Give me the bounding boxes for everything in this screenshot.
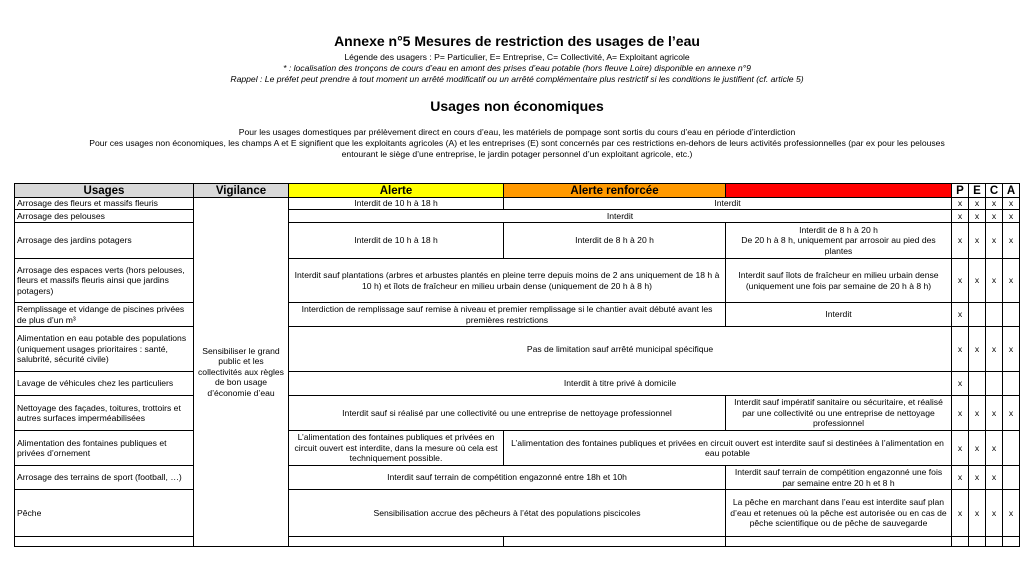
p-mark: x	[952, 396, 969, 431]
e-mark: x	[969, 466, 986, 490]
table-row	[15, 466, 1020, 490]
p-mark: x	[952, 303, 969, 327]
document-title: Annexe n°5 Mesures de restriction des usages de l’eau	[334, 33, 700, 49]
usage-cell: Nettoyage des façades, toitures, trottoirs et autres surfaces imperméabilisées	[15, 396, 194, 431]
table-row	[15, 327, 1020, 372]
crise-cell: Interdit sauf îlots de fraîcheur en milieu urbain dense (uniquement une fois par semaine de 20 h à 8 h)	[726, 259, 952, 303]
c-mark: x	[986, 210, 1003, 223]
table-row	[15, 372, 1020, 396]
p-mark: x	[952, 466, 969, 490]
usage-cell: Arrosage des terrains de sport (football, …)	[15, 466, 194, 490]
empty-cell	[726, 537, 952, 547]
table-row	[15, 303, 1020, 327]
all-levels-cell: Interdit à titre privé à domicile	[289, 372, 952, 396]
e-mark	[969, 372, 986, 396]
usage-cell: Pêche	[15, 490, 194, 537]
p-mark: x	[952, 431, 969, 466]
alerte-renf-cell: Interdit sauf si réalisé par une collectivité ou une entreprise de nettoyage professionnel	[289, 396, 726, 431]
renf-crise-cell: L’alimentation des fontaines publiques et privées en circuit ouvert est interdite sauf si destinées à l’alimentation en eau potable	[504, 431, 952, 466]
renforcee-cell: Interdit de 8 h à 20 h	[504, 223, 726, 259]
vigilance-cell: Sensibiliser le grand public et les collectivités aux règles de bon usage d’économie d’eau	[194, 198, 289, 547]
empty-cell	[504, 537, 726, 547]
c-mark: x	[986, 259, 1003, 303]
empty-cell	[986, 537, 1003, 547]
alerte-cell: Interdit de 10 h à 18 h	[289, 223, 504, 259]
table-row	[15, 431, 1020, 466]
reminder-note: Rappel : Le préfet peut prendre à tout moment un arrêté modificatif ou un arrêté complémentaire plus restrictif si les conditions le justifient (cf. article 5)	[230, 74, 804, 84]
p-mark: x	[952, 259, 969, 303]
c-mark: x	[986, 327, 1003, 372]
a-mark	[1003, 372, 1020, 396]
header-c: C	[986, 184, 1003, 198]
alerte-renf-cell: Interdit sauf terrain de compétition engazonné entre 18h et 10h	[289, 466, 726, 490]
empty-cell	[15, 537, 194, 547]
table-row	[15, 210, 1020, 223]
usage-cell: Arrosage des pelouses	[15, 210, 194, 223]
a-mark	[1003, 431, 1020, 466]
usage-cell: Arrosage des fleurs et massifs fleuris	[15, 198, 194, 210]
header-e: E	[969, 184, 986, 198]
table-row	[15, 198, 1020, 210]
empty-cell	[1003, 537, 1020, 547]
c-mark	[986, 372, 1003, 396]
table-header-row	[15, 184, 1020, 198]
crise-cell: Interdit de 8 h à 20 h De 20 h à 8 h, uniquement par arrosoir au pied des plantes	[726, 223, 952, 259]
e-mark: x	[969, 259, 986, 303]
location-note: * : localisation des tronçons de cours d’eau en amont des prises d’eau potable (hors fleuve Loire) disponible en annexe n°9	[283, 63, 751, 73]
a-mark: x	[1003, 327, 1020, 372]
e-mark: x	[969, 223, 986, 259]
alerte-renf-cell: Sensibilisation accrue des pêcheurs à l’état des populations piscicoles	[289, 490, 726, 537]
header-crise: Crise	[726, 184, 952, 198]
p-mark: x	[952, 210, 969, 223]
c-mark: x	[986, 198, 1003, 210]
usage-cell: Arrosage des espaces verts (hors pelouses, fleurs et massifs fleuris ainsi que jardins potagers)	[15, 259, 194, 303]
e-mark: x	[969, 431, 986, 466]
c-mark: x	[986, 431, 1003, 466]
table-row	[15, 490, 1020, 537]
empty-row	[15, 537, 1020, 547]
section-title: Usages non économiques	[430, 98, 604, 114]
e-mark: x	[969, 490, 986, 537]
crise-cell: Interdit sauf impératif sanitaire ou sécuritaire, et réalisé par une collectivité ou une entreprise de nettoyage professionnel	[726, 396, 952, 431]
a-mark: x	[1003, 396, 1020, 431]
e-mark: x	[969, 210, 986, 223]
crise-cell: Interdit sauf terrain de compétition engazonné une fois par semaine entre 20 h et 8 h	[726, 466, 952, 490]
table-row	[15, 259, 1020, 303]
table-row	[15, 396, 1020, 431]
header-vigilance: Vigilance	[194, 184, 289, 198]
usage-cell: Alimentation des fontaines publiques et privées d’ornement	[15, 431, 194, 466]
a-mark: x	[1003, 210, 1020, 223]
c-mark: x	[986, 466, 1003, 490]
a-mark: x	[1003, 198, 1020, 210]
p-mark: x	[952, 372, 969, 396]
p-mark: x	[952, 327, 969, 372]
p-mark: x	[952, 198, 969, 210]
header-a: A	[1003, 184, 1020, 198]
header-usages: Usages	[15, 184, 194, 198]
empty-cell	[289, 537, 504, 547]
a-mark	[1003, 303, 1020, 327]
alerte-cell: L’alimentation des fontaines publiques et privées en circuit ouvert est interdite, dans la mesure où cela est techniquement possible.	[289, 431, 504, 466]
header-p: P	[952, 184, 969, 198]
c-mark: x	[986, 490, 1003, 537]
e-mark: x	[969, 198, 986, 210]
empty-cell	[952, 537, 969, 547]
a-mark: x	[1003, 490, 1020, 537]
all-levels-cell: Pas de limitation sauf arrêté municipal spécifique	[289, 327, 952, 372]
a-mark: x	[1003, 223, 1020, 259]
crise-cell: La pêche en marchant dans l’eau est interdite sauf plan d’eau et retenues où la pêche est autorisée ou en cas de pêche scientifique ou de pêche de sauvegarde	[726, 490, 952, 537]
intro-line-2: Pour ces usages non économiques, les champs A et E signifient que les exploitants agricoles (A) et les entreprises (E) sont concernés par ces restrictions en-dehors de leurs activités professionnelles (par ex pour les pelouses	[89, 138, 945, 148]
c-mark: x	[986, 223, 1003, 259]
table-row	[15, 223, 1020, 259]
p-mark: x	[952, 490, 969, 537]
usage-cell: Lavage de véhicules chez les particuliers	[15, 372, 194, 396]
c-mark: x	[986, 396, 1003, 431]
e-mark: x	[969, 327, 986, 372]
e-mark: x	[969, 396, 986, 431]
alerte-renf-cell: Interdit sauf plantations (arbres et arbustes plantés en pleine terre depuis moins de 2 ans uniquement de 18 h à 10 h) et îlots de fraîcheur en milieu urbain dense (uniquement de 20 h à 8 h)	[289, 259, 726, 303]
usage-cell: Remplissage et vidange de piscines privées de plus d’un m³	[15, 303, 194, 327]
crise-cell: Interdit	[726, 303, 952, 327]
alerte-cell: Interdit de 10 h à 18 h	[289, 198, 504, 210]
e-mark	[969, 303, 986, 327]
usage-cell: Alimentation en eau potable des populations (uniquement usages prioritaires : santé, salubrité, sécurité civile)	[15, 327, 194, 372]
all-levels-cell: Interdit	[289, 210, 952, 223]
empty-cell	[969, 537, 986, 547]
intro-line-1: Pour les usages domestiques par prélèvement direct en cours d’eau, les matériels de pompage sont sortis du cours d’eau en période d’interdiction	[238, 127, 796, 137]
alerte-renf-cell: Interdiction de remplissage sauf remise à niveau et premier remplissage si le chantier avait débuté avant les premières restrictions	[289, 303, 726, 327]
renf-crise-cell: Interdit	[504, 198, 952, 210]
a-mark	[1003, 466, 1020, 490]
users-legend: Légende des usagers : P= Particulier, E= Entreprise, C= Collectivité, A= Exploitant agricole	[344, 52, 690, 62]
p-mark: x	[952, 223, 969, 259]
intro-line-3: entourant le siège d’une entreprise, le jardin potager personnel d’un exploitant agricole, etc.)	[341, 149, 693, 159]
c-mark	[986, 303, 1003, 327]
usage-cell: Arrosage des jardins potagers	[15, 223, 194, 259]
restrictions-table	[14, 183, 1020, 547]
header-alerte-renforcee: Alerte renforcée	[504, 184, 726, 198]
a-mark: x	[1003, 259, 1020, 303]
header-alerte: Alerte	[289, 184, 504, 198]
